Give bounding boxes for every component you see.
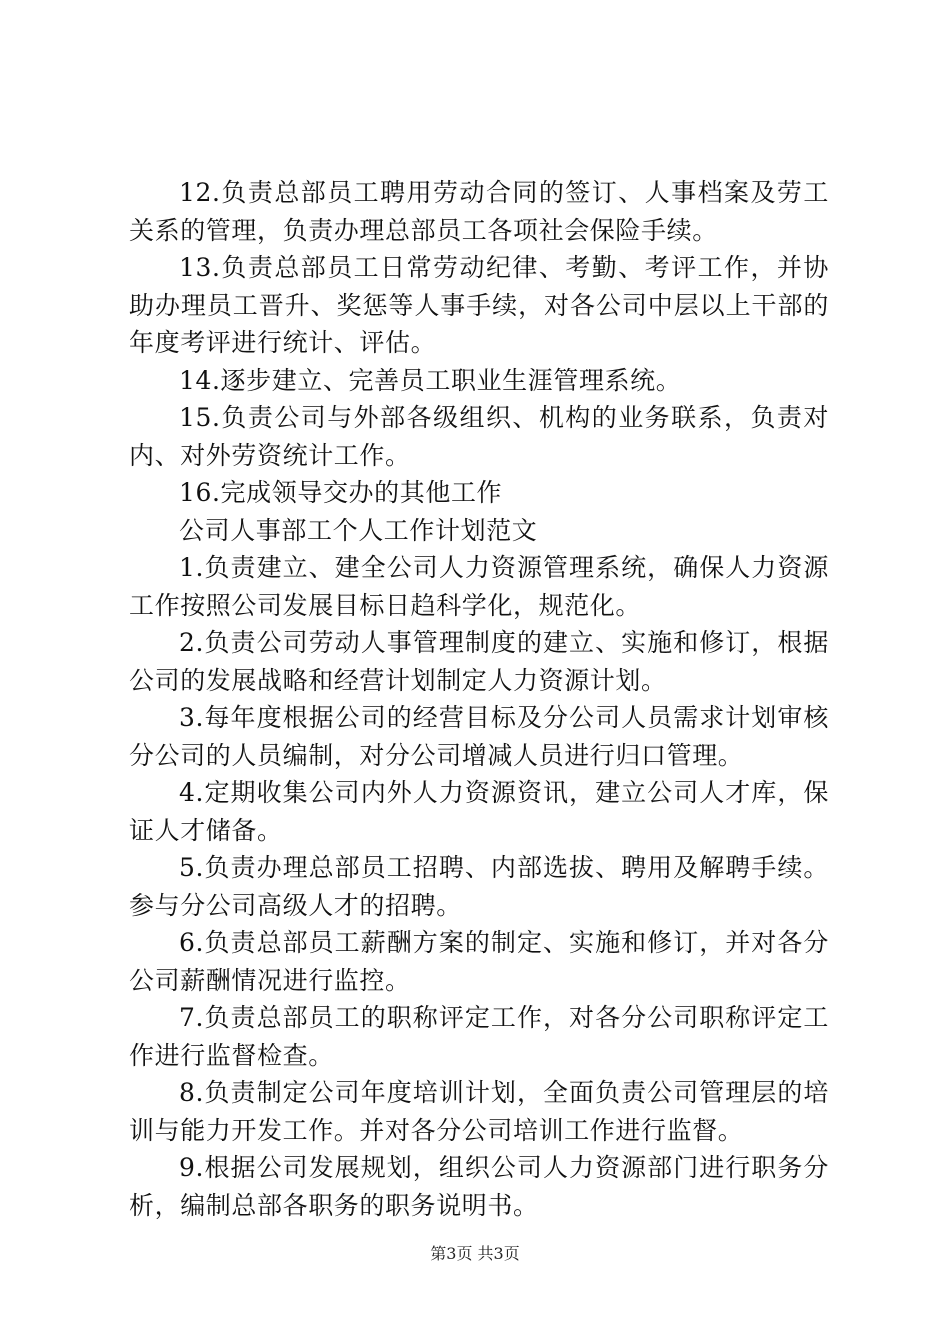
page-number-label: 第3页 共3页 <box>430 1244 520 1263</box>
paragraph-item-5: 5.负责办理总部员工招聘、内部选拔、聘用及解聘手续。参与分公司高级人才的招聘。 <box>129 853 829 920</box>
paragraph-item-7: 7.负责总部员工的职称评定工作，对各分公司职称评定工作进行监督检查。 <box>129 1003 829 1070</box>
paragraph-item-15: 15.负责公司与外部各级组织、机构的业务联系，负责对内、对外劳资统计工作。 <box>129 403 829 470</box>
paragraph-item-9: 9.根据公司发展规划，组织公司人力资源部门进行职务分析，编制总部各职务的职务说明书。 <box>129 1153 829 1220</box>
paragraph-item-3: 3.每年度根据公司的经营目标及分公司人员需求计划审核分公司的人员编制，对分公司增减人员进行归口管理。 <box>129 703 829 770</box>
paragraph-item-14: 14.逐步建立、完善员工职业生涯管理系统。 <box>179 365 682 395</box>
paragraph-item-1: 1.负责建立、建全公司人力资源管理系统，确保人力资源工作按照公司发展目标日趋科学化，规范化。 <box>129 553 829 620</box>
document-body <box>129 174 829 1224</box>
paragraph-item-12: 12.负责总部员工聘用劳动合同的签订、人事档案及劳工关系的管理，负责办理总部员工各项社会保险手续。 <box>129 178 829 245</box>
page-footer <box>0 1244 950 1264</box>
paragraph-item-6: 6.负责总部员工薪酬方案的制定、实施和修订，并对各分公司薪酬情况进行监控。 <box>129 928 829 995</box>
paragraph-item-4: 4.定期收集公司内外人力资源资讯，建立公司人才库，保证人才储备。 <box>129 778 829 845</box>
paragraph-item-2: 2.负责公司劳动人事管理制度的建立、实施和修订，根据公司的发展战略和经营计划制定人力资源计划。 <box>129 628 829 695</box>
paragraph-item-8: 8.负责制定公司年度培训计划，全面负责公司管理层的培训与能力开发工作。并对各分公司培训工作进行监督。 <box>129 1078 829 1145</box>
paragraph-item-16: 16.完成领导交办的其他工作 <box>179 478 503 507</box>
section-heading: 公司人事部工个人工作计划范文 <box>179 515 538 545</box>
paragraph-item-13: 13.负责总部员工日常劳动纪律、考勤、考评工作，并协助办理员工晋升、奖惩等人事手续，对各公司中层以上干部的年度考评进行统计、评估。 <box>129 253 829 357</box>
